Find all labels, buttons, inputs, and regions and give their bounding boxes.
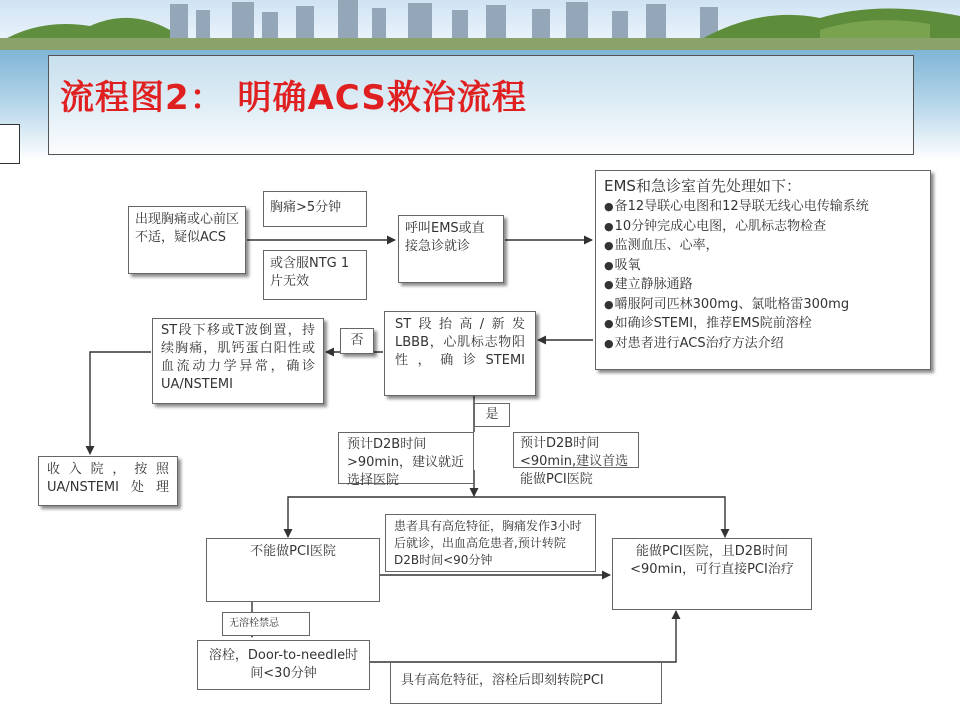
ems-steps-title: EMS和急诊室首先处理如下： (604, 177, 801, 195)
slide-title: 流程图2： 明确ACS救治流程 (60, 78, 527, 118)
ems-step: ● 建立静脉通路 (604, 275, 922, 295)
label-ntg-ineffective: 或含服NTG 1片无效 (263, 250, 367, 300)
label-no-thrombolysis-contraindication: 无溶栓禁忌 (222, 612, 310, 636)
box-pci-hospital: 能做PCI医院，且D2B时间<90min，可行直接PCI治疗 (612, 538, 812, 610)
ems-step: ● 监测血压、心率， (604, 236, 922, 256)
ems-step: ● 嚼服阿司匹林300mg、氯吡格雷300mg (604, 295, 922, 315)
box-call-ems: 呼叫EMS或直接急诊就诊 (398, 215, 504, 283)
box-stemi-confirmed: ST段抬高/新发LBBB，心肌标志物阳性，确诊STEMI (384, 311, 536, 396)
box-d2b-under-90: 预计D2B时间<90min,建议首选能做PCI医院 (513, 432, 639, 468)
label-yes: 是 (474, 403, 510, 427)
ems-step: ● 如确诊STEMI，推荐EMS院前溶栓 (604, 314, 922, 334)
label-no: 否 (340, 328, 374, 354)
box-thrombolysis: 溶栓，Door-to-needle时间<30分钟 (197, 640, 370, 690)
box-no-pci-hospital: 不能做PCI医院 (206, 538, 380, 602)
ems-step: ● 吸氧 (604, 256, 922, 276)
box-d2b-over-90: 预计D2B时间>90min，建议就近选择医院 (338, 432, 474, 484)
ems-step: ● 10分钟完成心电图，心肌标志物检查 (604, 217, 922, 237)
ems-step: ● 备12导联心电图和12导联无线心电传输系统 (604, 197, 922, 217)
arrow-thrombolysis-to-pci (370, 611, 676, 662)
arrow-nstemi-to-admit (90, 352, 151, 454)
box-high-risk-post-thrombolysis: 具有高危特征，溶栓后即刻转院PCI (390, 662, 662, 704)
label-pain-over-5min: 胸痛>5分钟 (263, 191, 367, 227)
box-suspected-acs: 出现胸痛或心前区不适，疑似ACS (128, 206, 246, 274)
ems-step: ● 对患者进行ACS治疗方法介绍 (604, 334, 922, 354)
box-admit-nstemi: 收入院，按照UA/NSTEMI处理 (38, 456, 178, 506)
box-high-risk-transfer: 患者具有高危特征，胸痛发作3小时后就诊，出血高危患者,预计转院D2B时间<90分钟 (385, 514, 596, 572)
box-ua-nstemi-confirmed: ST段下移或T波倒置，持续胸痛，肌钙蛋白阳性或血流动力学异常，确诊UA/NSTEMI (152, 318, 324, 404)
box-ems-initial-steps (595, 170, 931, 370)
